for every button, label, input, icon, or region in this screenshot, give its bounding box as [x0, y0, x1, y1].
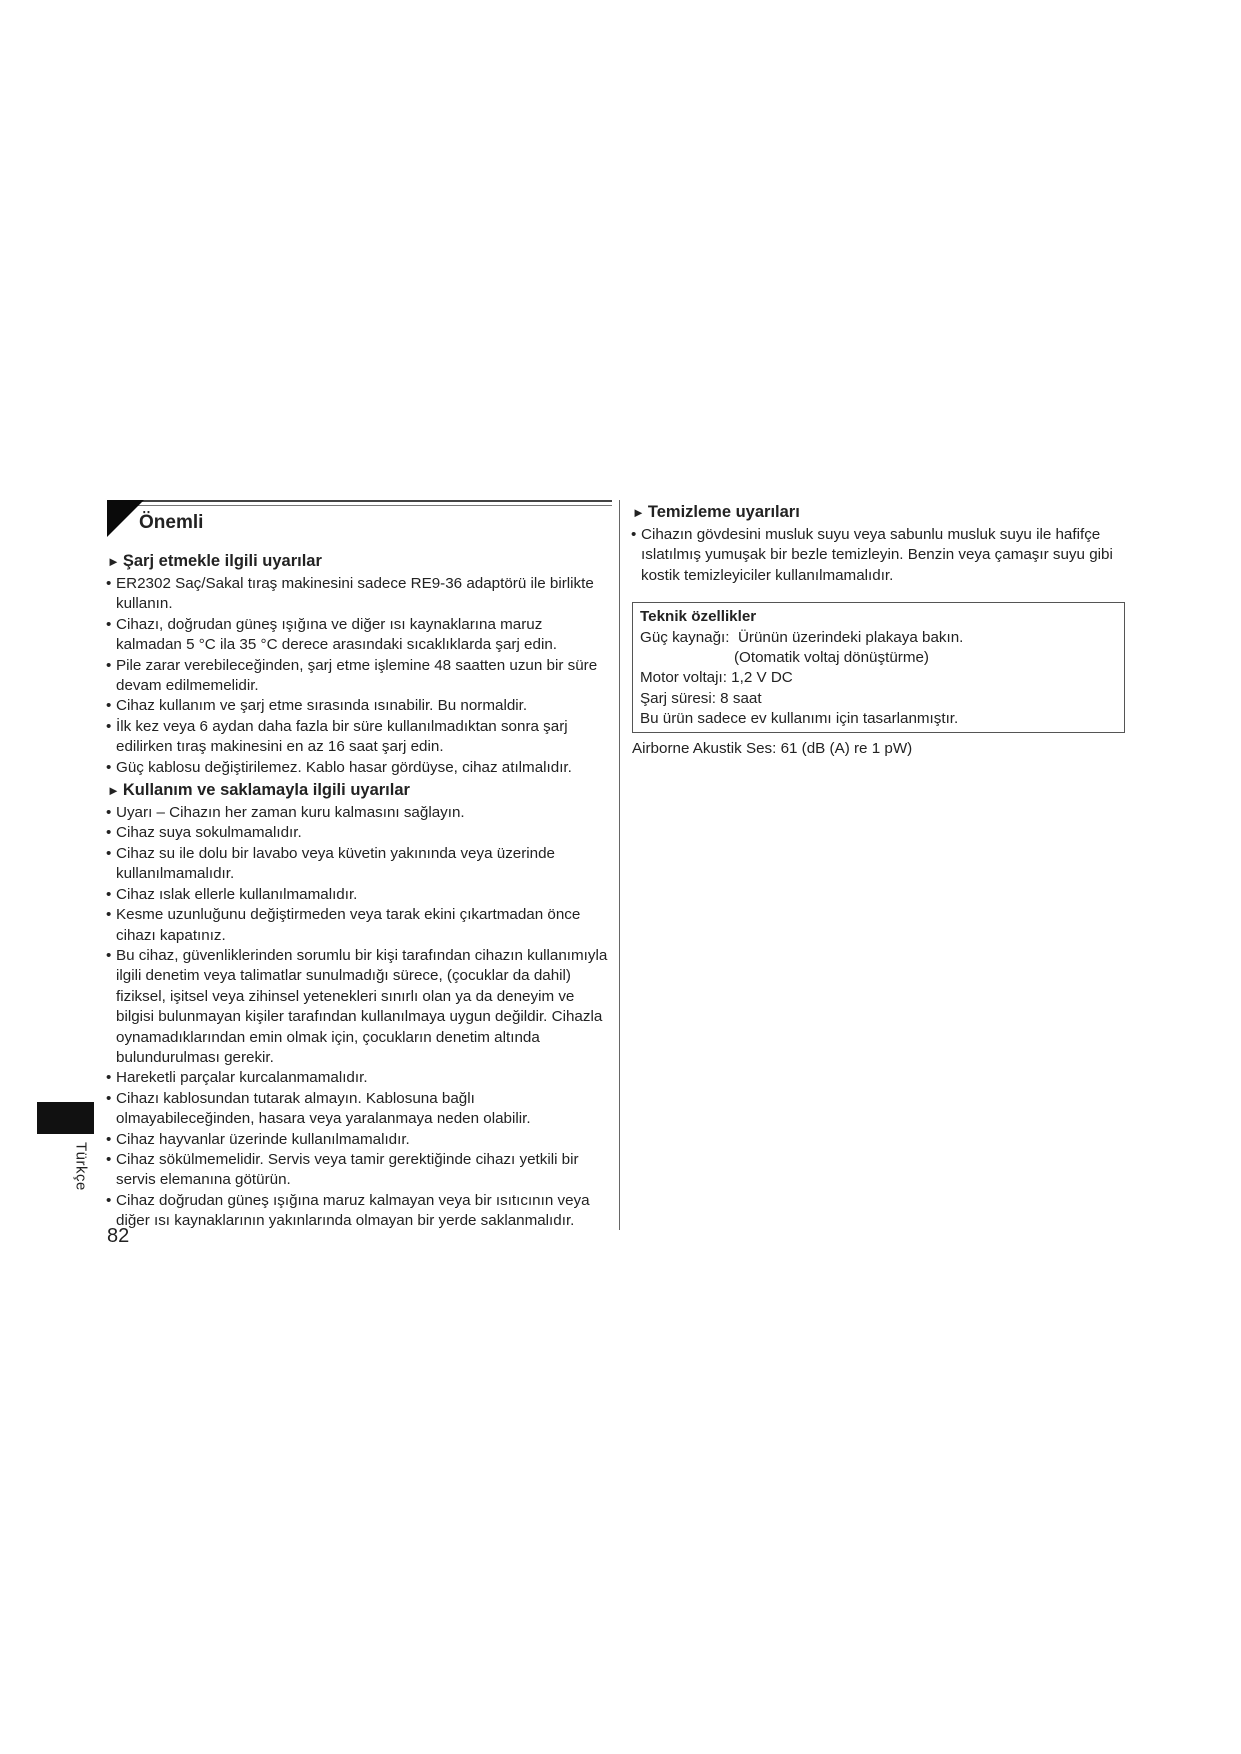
- list-item: • Uyarı – Cihazın her zaman kuru kalmasını sağlayın.: [107, 803, 612, 823]
- section-heading: [632, 501, 1132, 524]
- section-heading-text: Temizleme uyarıları: [647, 503, 800, 521]
- list-item: • Kesme uzunluğunu değiştirmeden veya tarak ekini çıkartmadan önce cihazı kapatınız.: [107, 905, 612, 946]
- section-heading-text: Kullanım ve saklamayla ilgili uyarılar: [122, 781, 410, 800]
- list-item: • Cihaz suya sokulmamalıdır.: [107, 823, 612, 843]
- arrow-icon: ►: [632, 505, 645, 520]
- right-column: [632, 500, 1132, 759]
- list-item: • Cihaz hayvanlar üzerinde kullanılmamalıdır.: [107, 1130, 612, 1150]
- list-item: • İlk kez veya 6 aydan daha fazla bir süre kullanılmadıktan sonra şarj edilirken tıraş makinesini en az 16 saat şarj edin.: [107, 717, 612, 758]
- language-tab-block: [37, 1102, 94, 1134]
- page-number: 82: [107, 1225, 130, 1247]
- list-item: • Cihazın gövdesini musluk suyu veya sabunlu musluk suyu ile hafifçe ıslatılmış yumuşak bir bezle temizleyin. Benzin veya çamaşır suyu gibi kostik temizleyiciler kullanılmamalıdır.: [632, 525, 1132, 586]
- list-item: • Cihazı, doğrudan güneş ışığına ve diğer ısı kaynaklarına maruz kalmadan 5 °C ila 35 °C derece arasındaki sıcaklıklarda şarj edin.: [107, 615, 612, 656]
- section-cleaning: [632, 501, 1132, 586]
- bullet-list: [632, 525, 1132, 586]
- column-divider: [619, 500, 620, 1230]
- list-item: • Cihaz su ile dolu bir lavabo veya küvetin yakınında veya üzerinde kullanılmamalıdır.: [107, 844, 612, 885]
- list-item: • Güç kablosu değiştirilemez. Kablo hasar gördüyse, cihaz atılmalıdır.: [107, 758, 612, 778]
- list-item: • Pile zarar verebileceğinden, şarj etme işlemine 48 saatten uzun bir süre devam edilmemelidir.: [107, 656, 612, 697]
- language-tab-label: Türkçe: [72, 1142, 90, 1191]
- acoustic-noise: Airborne Akustik Ses: 61 (dB (A) re 1 pW): [632, 739, 913, 757]
- bullet-list: [107, 803, 612, 1232]
- spec-power-value: Ürünün üzerindeki plakaya bakın.: [737, 628, 964, 646]
- important-header: [107, 500, 612, 542]
- spec-charge-time: Şarj süresi: 8 saat: [640, 689, 762, 707]
- list-item: • Cihazı kablosundan tutarak almayın. Kablosuna bağlı olmayabileceğinden, hasara veya yaralanmaya neden olabilir.: [107, 1089, 612, 1130]
- section-heading-text: Şarj etmekle ilgili uyarılar: [122, 552, 322, 570]
- spec-power-note: (Otomatik voltaj dönüştürme): [734, 649, 929, 667]
- section-usage-storage: [107, 779, 612, 1232]
- spec-usage-note: Bu ürün sadece ev kullanımı için tasarlanmıştır.: [640, 710, 959, 728]
- spec-motor-voltage: Motor voltajı: 1,2 V DC: [640, 669, 793, 687]
- important-title: Önemli: [139, 512, 204, 533]
- header-rule: [107, 500, 612, 502]
- bullet-list: [107, 574, 612, 778]
- list-item: • Cihaz sökülmemelidir. Servis veya tamir gerektiğinde cihazı yetkili bir servis elemanına götürün.: [107, 1150, 612, 1191]
- list-item: • Cihaz kullanım ve şarj etme sırasında ısınabilir. Bu normaldir.: [107, 696, 612, 716]
- specifications-title: Teknik özellikler: [640, 608, 757, 626]
- header-rule-thin: [107, 505, 612, 506]
- list-item: • Cihaz doğrudan güneş ışığına maruz kalmayan veya bir ısıtıcının veya diğer ısı kaynaklarının yakınlarında olmayan bir yerde saklanmalıdır.: [107, 1191, 612, 1232]
- section-heading: [107, 779, 612, 802]
- arrow-icon: ►: [107, 554, 120, 569]
- section-heading: [107, 550, 612, 573]
- section-charging: [107, 550, 612, 778]
- list-item: • ER2302 Saç/Sakal tıraş makinesini sadece RE9-36 adaptörü ile birlikte kullanın.: [107, 574, 612, 615]
- list-item: • Bu cihaz, güvenliklerinden sorumlu bir kişi tarafından cihazın kullanımıyla ilgili denetim veya talimatlar sunulmadığı sürece, (çocuklar da dahil) fiziksel, işitsel veya zihinsel yetenekleri sınırlı olan ya da deneyim ve bilgisi bulunmayan kişiler tarafından kullanılmaya uygun değildir. Cihazla oynamadıklarından emin olmak için, çocukların denetim altında bulundurulması gerekir.: [107, 946, 612, 1068]
- spec-power-row: [640, 628, 1117, 648]
- list-item: • Hareketli parçalar kurcalanmamalıdır.: [107, 1068, 612, 1088]
- spec-power-label: Güç kaynağı:: [640, 628, 730, 646]
- specifications-box: [632, 602, 1125, 732]
- left-column: [107, 500, 612, 1232]
- arrow-icon: ►: [107, 783, 120, 799]
- list-item: • Cihaz ıslak ellerle kullanılmamalıdır.: [107, 885, 612, 905]
